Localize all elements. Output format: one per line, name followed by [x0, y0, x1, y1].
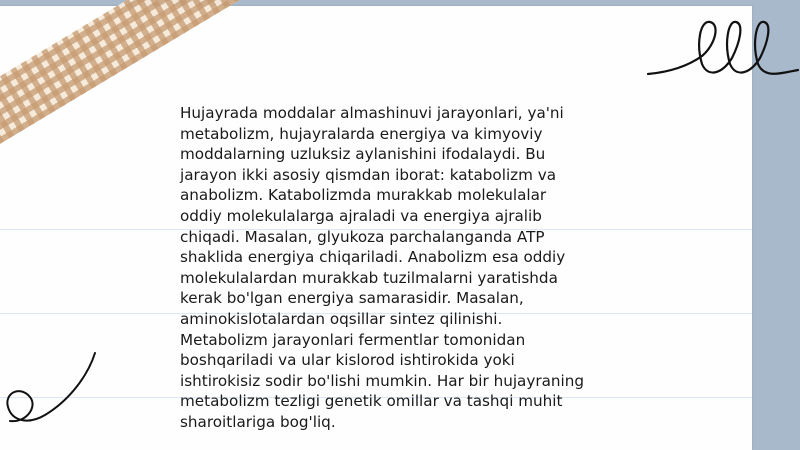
loop-scribble-decoration	[640, 14, 800, 84]
curl-scribble-decoration	[0, 345, 110, 430]
body-paragraph: Hujayrada moddalar almashinuvi jarayonlari, ya'ni metabolizm, hujayralarda energiya va kimyoviy moddalarning uzluksiz aylanishini ifodalaydi. Bu jarayon ikki asosiy qismdan iborat: katabolizm va anabolizm. Katabolizmda murakkab molekulalar oddiy molekulalarga ajraladi va energiya ajralib chiqadi. Masalan, glyukoza parchalanganda ATP shaklida energiya chiqariladi. Anabolizm esa oddiy molekulalardan murakkab tuzilmalarni yaratishda kerak bo'lgan energiya samarasidir. Masalan, aminokislotalardan oqsillar sintez qilinishi. Metabolizm jarayonlari fermentlar tomonidan boshqariladi va ular kislorod ishtirokida yoki ishtirokisiz sodir bo'lishi mumkin. Har bir hujayraning metabolizm tezligi genetik omillar va tashqi muhit sharoitlariga bog'liq.	[180, 104, 585, 431]
